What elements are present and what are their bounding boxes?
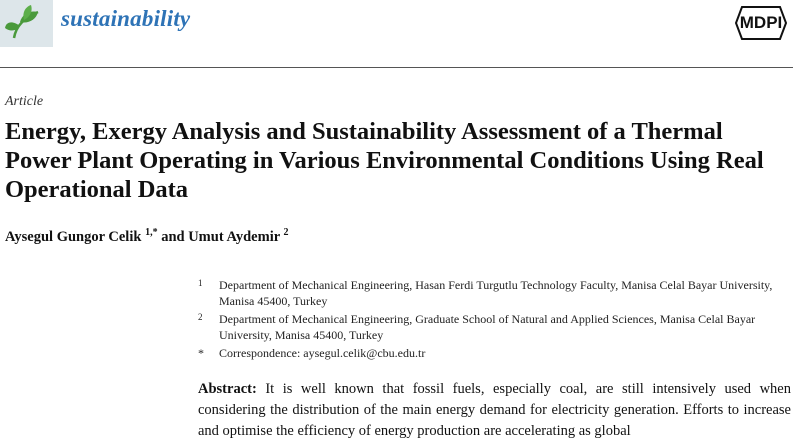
journal-header [0,0,793,62]
author-joiner: and [157,228,189,245]
article-title: Energy, Exergy Analysis and Sustainability Assessment of a Thermal Power Plant Operating in Various Environmental Conditions Using Real Operational Data [5,118,764,203]
correspondence-item [198,345,788,361]
abstract [198,379,791,442]
header-divider [0,67,793,68]
affiliation-marker: 2 [198,312,203,322]
affiliation-marker: 1 [198,278,203,288]
journal-name[interactable]: sustainability [61,6,191,31]
author-affiliation-mark: 1,* [145,227,158,238]
abstract-text: It is well known that fossil fuels, especially coal, are still intensively used when considering the distribution of the main energy demand for electricity generation. Efforts to increase and optimise the efficiency of energy production are accelerating as global [198,381,791,439]
affiliation-item [198,311,788,343]
affiliation-list [198,277,788,363]
mdpi-logo[interactable] [734,5,788,41]
leaf-icon [0,0,53,47]
article-type: Article [5,94,44,109]
author-affiliation-mark: 2 [283,227,289,238]
affiliation-text: Department of Mechanical Engineering, Hasan Ferdi Turgutlu Technology Faculty, Manisa Celal Bayar University, Manisa 45400, Turkey [219,278,773,308]
abstract-label: Abstract: [198,381,257,397]
author-name[interactable]: Aysegul Gungor Celik [5,228,142,245]
publisher-name: MDPI [739,13,783,32]
author-list [5,227,289,246]
correspondence-marker: * [198,346,204,360]
author-name[interactable]: Umut Aydemir [188,228,280,245]
correspondence-text[interactable]: Correspondence: aysegul.celik@cbu.edu.tr [219,346,426,360]
affiliation-item [198,277,788,309]
affiliation-text: Department of Mechanical Engineering, Graduate School of Natural and Applied Sciences, Manisa Celal Bayar University, Manisa 45400, Turkey [219,312,756,342]
journal-logo [0,0,53,47]
